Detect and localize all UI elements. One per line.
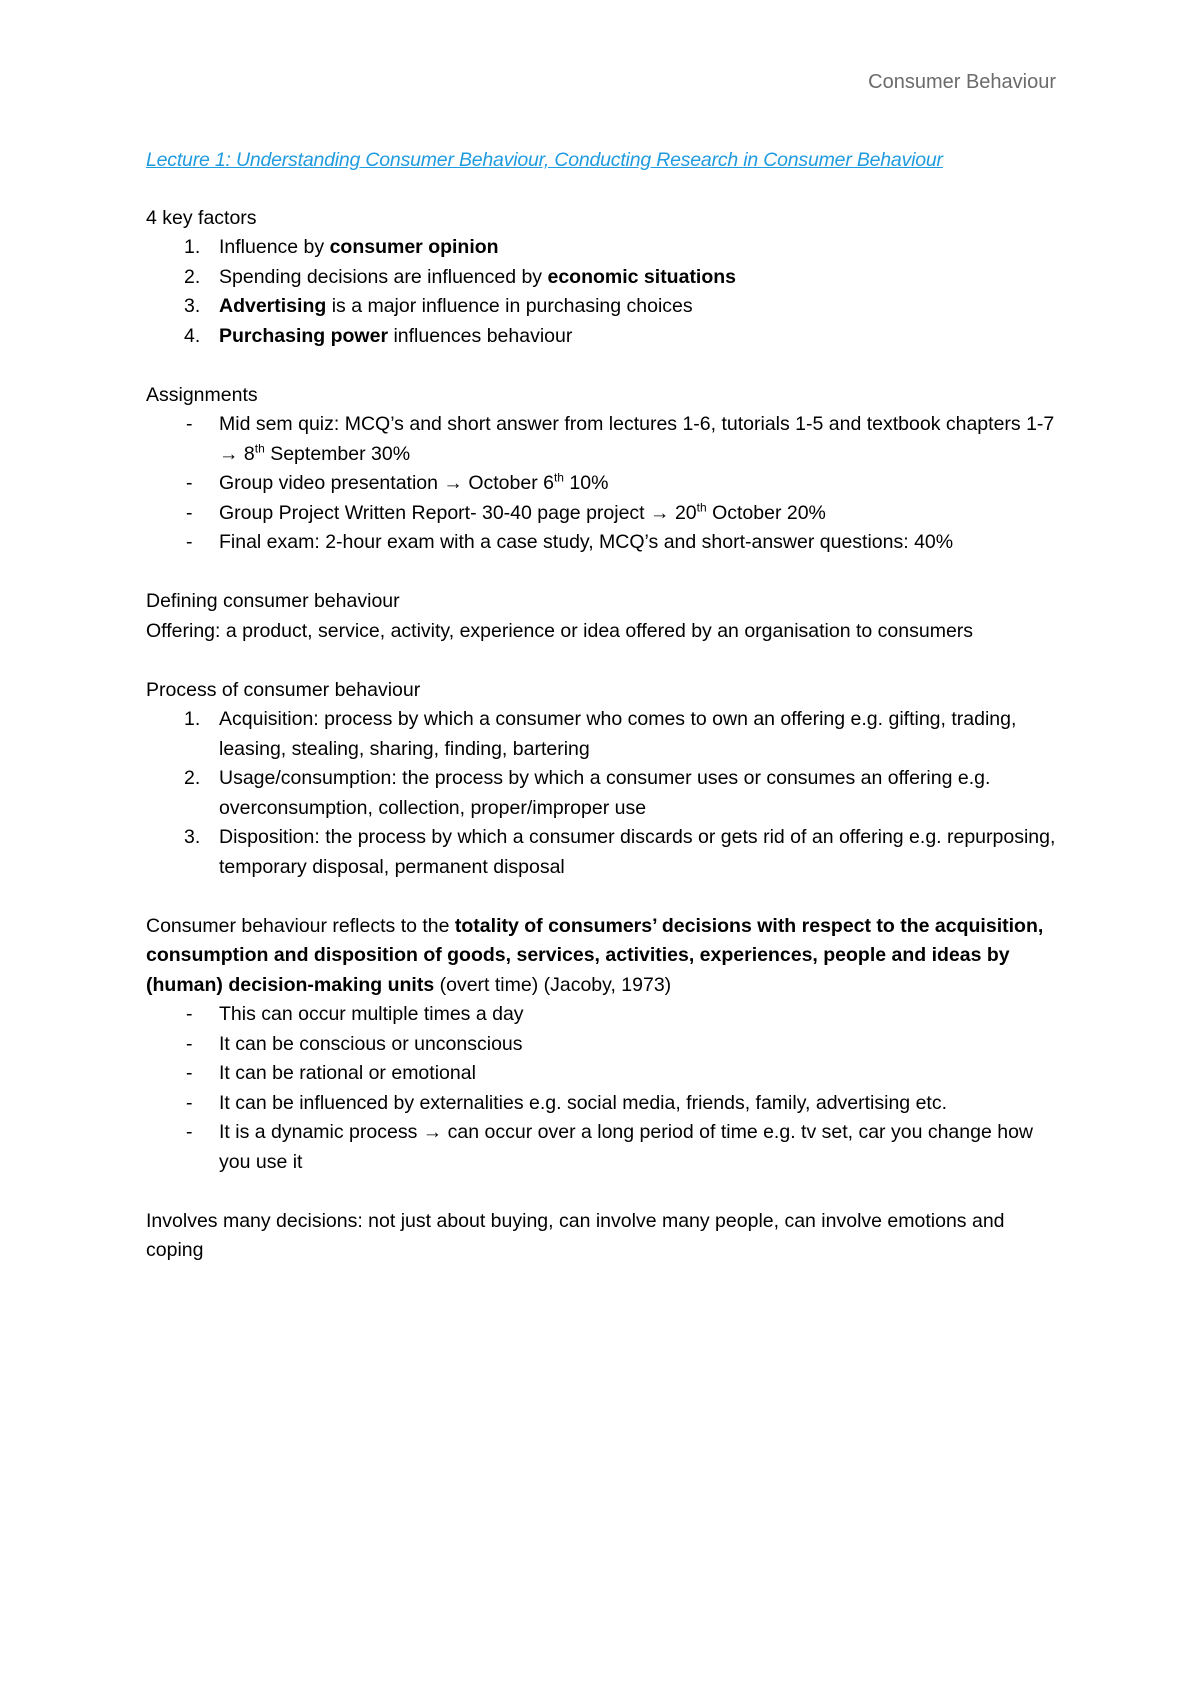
list-item [146,705,1066,764]
item-text: Usage/consumption: the process by which a consumer uses or consumes an offering e.g. overconsumption, collection, proper/improper use [219,767,991,819]
ordinal-suffix: th [553,470,564,485]
assignments-list [146,410,1066,558]
item-text: It can be rational or emotional [219,1062,476,1084]
defining-heading: Defining consumer behaviour [146,590,400,612]
reflects-list [146,1000,1066,1177]
item-text: Influence by [219,236,330,258]
item-bold-text: Purchasing power [219,324,389,347]
arrow-icon: → [443,472,463,494]
dash-bullet: - [186,1003,193,1025]
arrow-icon: → [422,1121,443,1143]
process-section [146,676,1066,883]
involves-paragraph: Involves many decisions: not just about buying, can involve many people, can involve emotions and coping [146,1209,1005,1261]
dash-bullet: - [186,1091,193,1114]
document-body [146,146,1066,1266]
dash-bullet: - [186,531,193,553]
ordinal-suffix: th [254,441,265,455]
item-bold-text: Advertising [219,295,327,317]
assignments-section [146,381,1066,558]
key-factors-section [146,204,1066,352]
list-number: 1. [184,708,201,730]
list-number: 2. [184,767,201,789]
item-text: October 6 [462,472,554,494]
paragraph-bold-text: totality of consumers’ decisions with respect to the acquisition, consumption and disposition of goods, services, activities, experiences, people and ideas by (human) decision-making units [146,914,1044,996]
item-text: Group Project Written Report- 30-40 page project [219,501,651,524]
dash-bullet: - [186,1032,193,1055]
item-text: Disposition: the process by which a consumer discards or gets rid of an offering e.g. repurposing, temporary disposal, permanent disposal [219,826,1056,878]
arrow-icon: → [219,442,239,465]
list-number: 4. [184,324,201,347]
item-bold-text: consumer opinion [329,236,499,258]
process-list [146,705,1066,882]
dash-bullet: - [186,413,193,435]
item-text: It can be influenced by externalities e.g. social media, friends, family, advertising etc. [219,1091,948,1114]
key-factors-list [146,233,1066,351]
list-item [146,823,1066,882]
list-item [146,233,1066,263]
ordinal-suffix: th [696,500,707,514]
list-item [146,263,1066,293]
item-text: Spending decisions are influenced by [219,265,548,288]
key-factors-heading: 4 key factors [146,206,257,229]
offering-definition: Offering: a product, service, activity, experience or idea offered by an organisation to consumers [146,619,974,642]
item-text: can occur over a long period of time e.g. tv set, car you change how you use it [219,1121,1033,1173]
item-text: Final exam: 2-hour exam with a case study, MCQ’s and short-answer questions: 40% [219,531,954,553]
list-number: 2. [184,265,201,288]
list-item [146,528,1066,558]
reflects-paragraph [146,912,1066,1001]
item-text: Group video presentation [219,472,444,494]
dash-bullet: - [186,1062,193,1084]
assignments-heading: Assignments [146,383,258,406]
item-text: September 30% [264,442,411,465]
arrow-icon: → [650,501,670,524]
list-item [146,1089,1066,1119]
lecture-title: Lecture 1: Understanding Consumer Behaviour, Conducting Research in Consumer Behaviour [146,149,943,171]
dash-bullet: - [186,501,193,524]
item-bold-text: economic situations [547,265,737,288]
list-item [146,292,1066,322]
dash-bullet: - [186,472,193,494]
item-text: Acquisition: process by which a consumer who comes to own an offering e.g. gifting, trading, leasing, stealing, sharing, finding, bartering [219,708,1017,760]
item-text: Mid sem quiz: MCQ’s and short answer from lectures 1-6, tutorials 1-5 and textbook chapters 1-7 [219,413,1055,435]
item-text: 8 [238,442,255,465]
running-header: Consumer Behaviour [868,71,1056,93]
item-text: influences behaviour [388,324,573,347]
list-item [146,1030,1066,1060]
item-text: It can be conscious or unconscious [219,1032,523,1055]
item-text: 10% [563,472,609,494]
item-text: It is a dynamic process [219,1121,423,1143]
list-item [146,1000,1066,1030]
list-number: 1. [184,236,201,258]
item-text: This can occur multiple times a day [219,1003,524,1025]
list-item [146,322,1066,352]
list-item [146,1118,1066,1177]
defining-section [146,587,1066,646]
paragraph-text: (overt time) (Jacoby, 1973) [434,973,672,996]
item-text: October 20% [706,501,826,524]
list-item [146,764,1066,823]
item-text: is a major influence in purchasing choices [326,295,693,317]
item-text: 20 [669,501,697,524]
list-item [146,1059,1066,1089]
list-number: 3. [184,295,201,317]
paragraph-text: Consumer behaviour reflects to the [146,914,455,937]
list-item [146,469,1066,499]
reflects-section [146,912,1066,1178]
list-item [146,499,1066,529]
dash-bullet: - [186,1121,193,1143]
list-number: 3. [184,826,201,848]
list-item [146,410,1066,469]
process-heading: Process of consumer behaviour [146,678,421,701]
